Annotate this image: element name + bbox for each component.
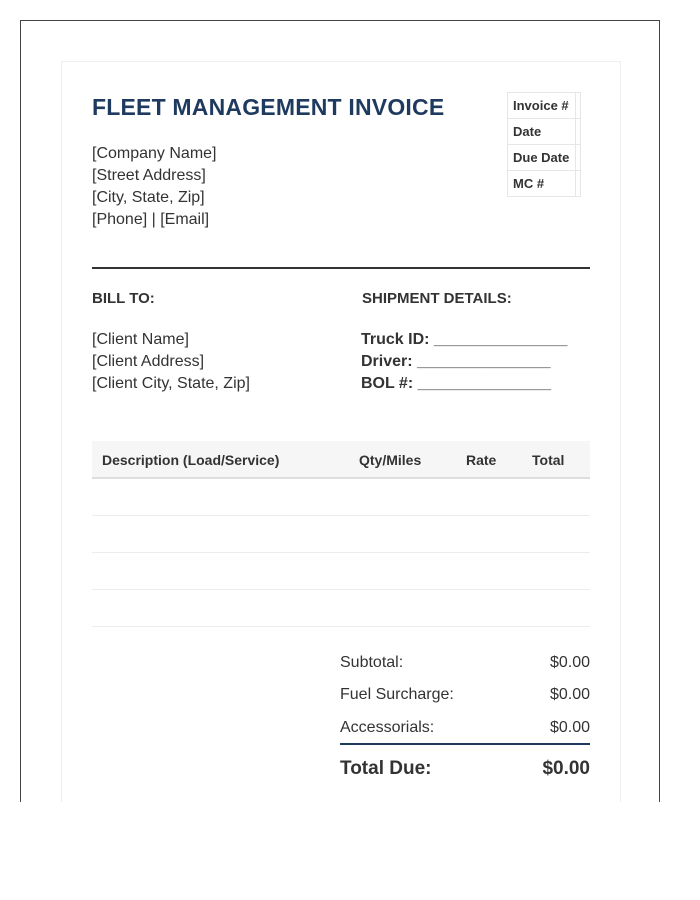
meta-label: MC # [508, 171, 576, 197]
accessorials-amount: $0.00 [549, 719, 590, 736]
truck-id-field: Truck ID: _______________ [361, 331, 568, 348]
bill-to-heading: BILL TO: [92, 290, 155, 307]
shipment-block [361, 329, 567, 395]
meta-label: Date [508, 119, 576, 145]
column-header-description: Description (Load/Service) [102, 452, 280, 468]
invoice-title: FLEET MANAGEMENT INVOICE [92, 94, 445, 120]
column-header-rate: Rate [466, 452, 497, 468]
company-city: [City, State, Zip] [92, 189, 205, 206]
bol-field: BOL #: _______________ [361, 375, 552, 392]
meta-label: Invoice # [508, 93, 576, 119]
table-row[interactable] [92, 515, 590, 516]
column-header-total: Total [532, 452, 565, 468]
meta-row-due-date [508, 145, 581, 171]
column-header-qty-miles: Qty/Miles [359, 452, 422, 468]
shipment-details-heading: SHIPMENT DETAILS: [362, 290, 512, 307]
meta-value-date[interactable] [576, 119, 581, 145]
company-name: [Company Name] [92, 145, 217, 162]
total-due-amount: $0.00 [542, 758, 590, 779]
header-divider [92, 267, 590, 269]
subtotal-label: Subtotal: [340, 654, 404, 671]
meta-row-mc-number [508, 171, 581, 197]
company-info [92, 143, 217, 231]
table-row[interactable] [92, 626, 590, 627]
meta-value-due-date[interactable] [576, 145, 581, 171]
driver-field: Driver: _______________ [361, 353, 551, 370]
company-contact: [Phone] | [Email] [92, 211, 210, 228]
meta-value-mc-number[interactable] [576, 171, 581, 197]
subtotal-amount: $0.00 [549, 654, 590, 671]
company-street: [Street Address] [92, 167, 206, 184]
client-address: [Client Address] [92, 353, 205, 370]
client-city: [Client City, State, Zip] [92, 375, 250, 392]
fuel-surcharge-label: Fuel Surcharge: [340, 686, 454, 703]
meta-value-invoice-number[interactable] [576, 93, 581, 119]
totals-divider [340, 743, 590, 745]
table-row[interactable] [92, 589, 590, 590]
total-due-label: Total Due: [340, 758, 432, 779]
items-table-header [92, 441, 590, 479]
table-row[interactable] [92, 552, 590, 553]
accessorials-label: Accessorials: [340, 719, 435, 736]
invoice-meta-table [507, 92, 581, 197]
meta-label: Due Date [508, 145, 576, 171]
fuel-surcharge-amount: $0.00 [549, 686, 590, 703]
meta-row-invoice-number [508, 93, 581, 119]
meta-row-date [508, 119, 581, 145]
bill-to-block [92, 329, 250, 395]
client-name: [Client Name] [92, 331, 189, 348]
